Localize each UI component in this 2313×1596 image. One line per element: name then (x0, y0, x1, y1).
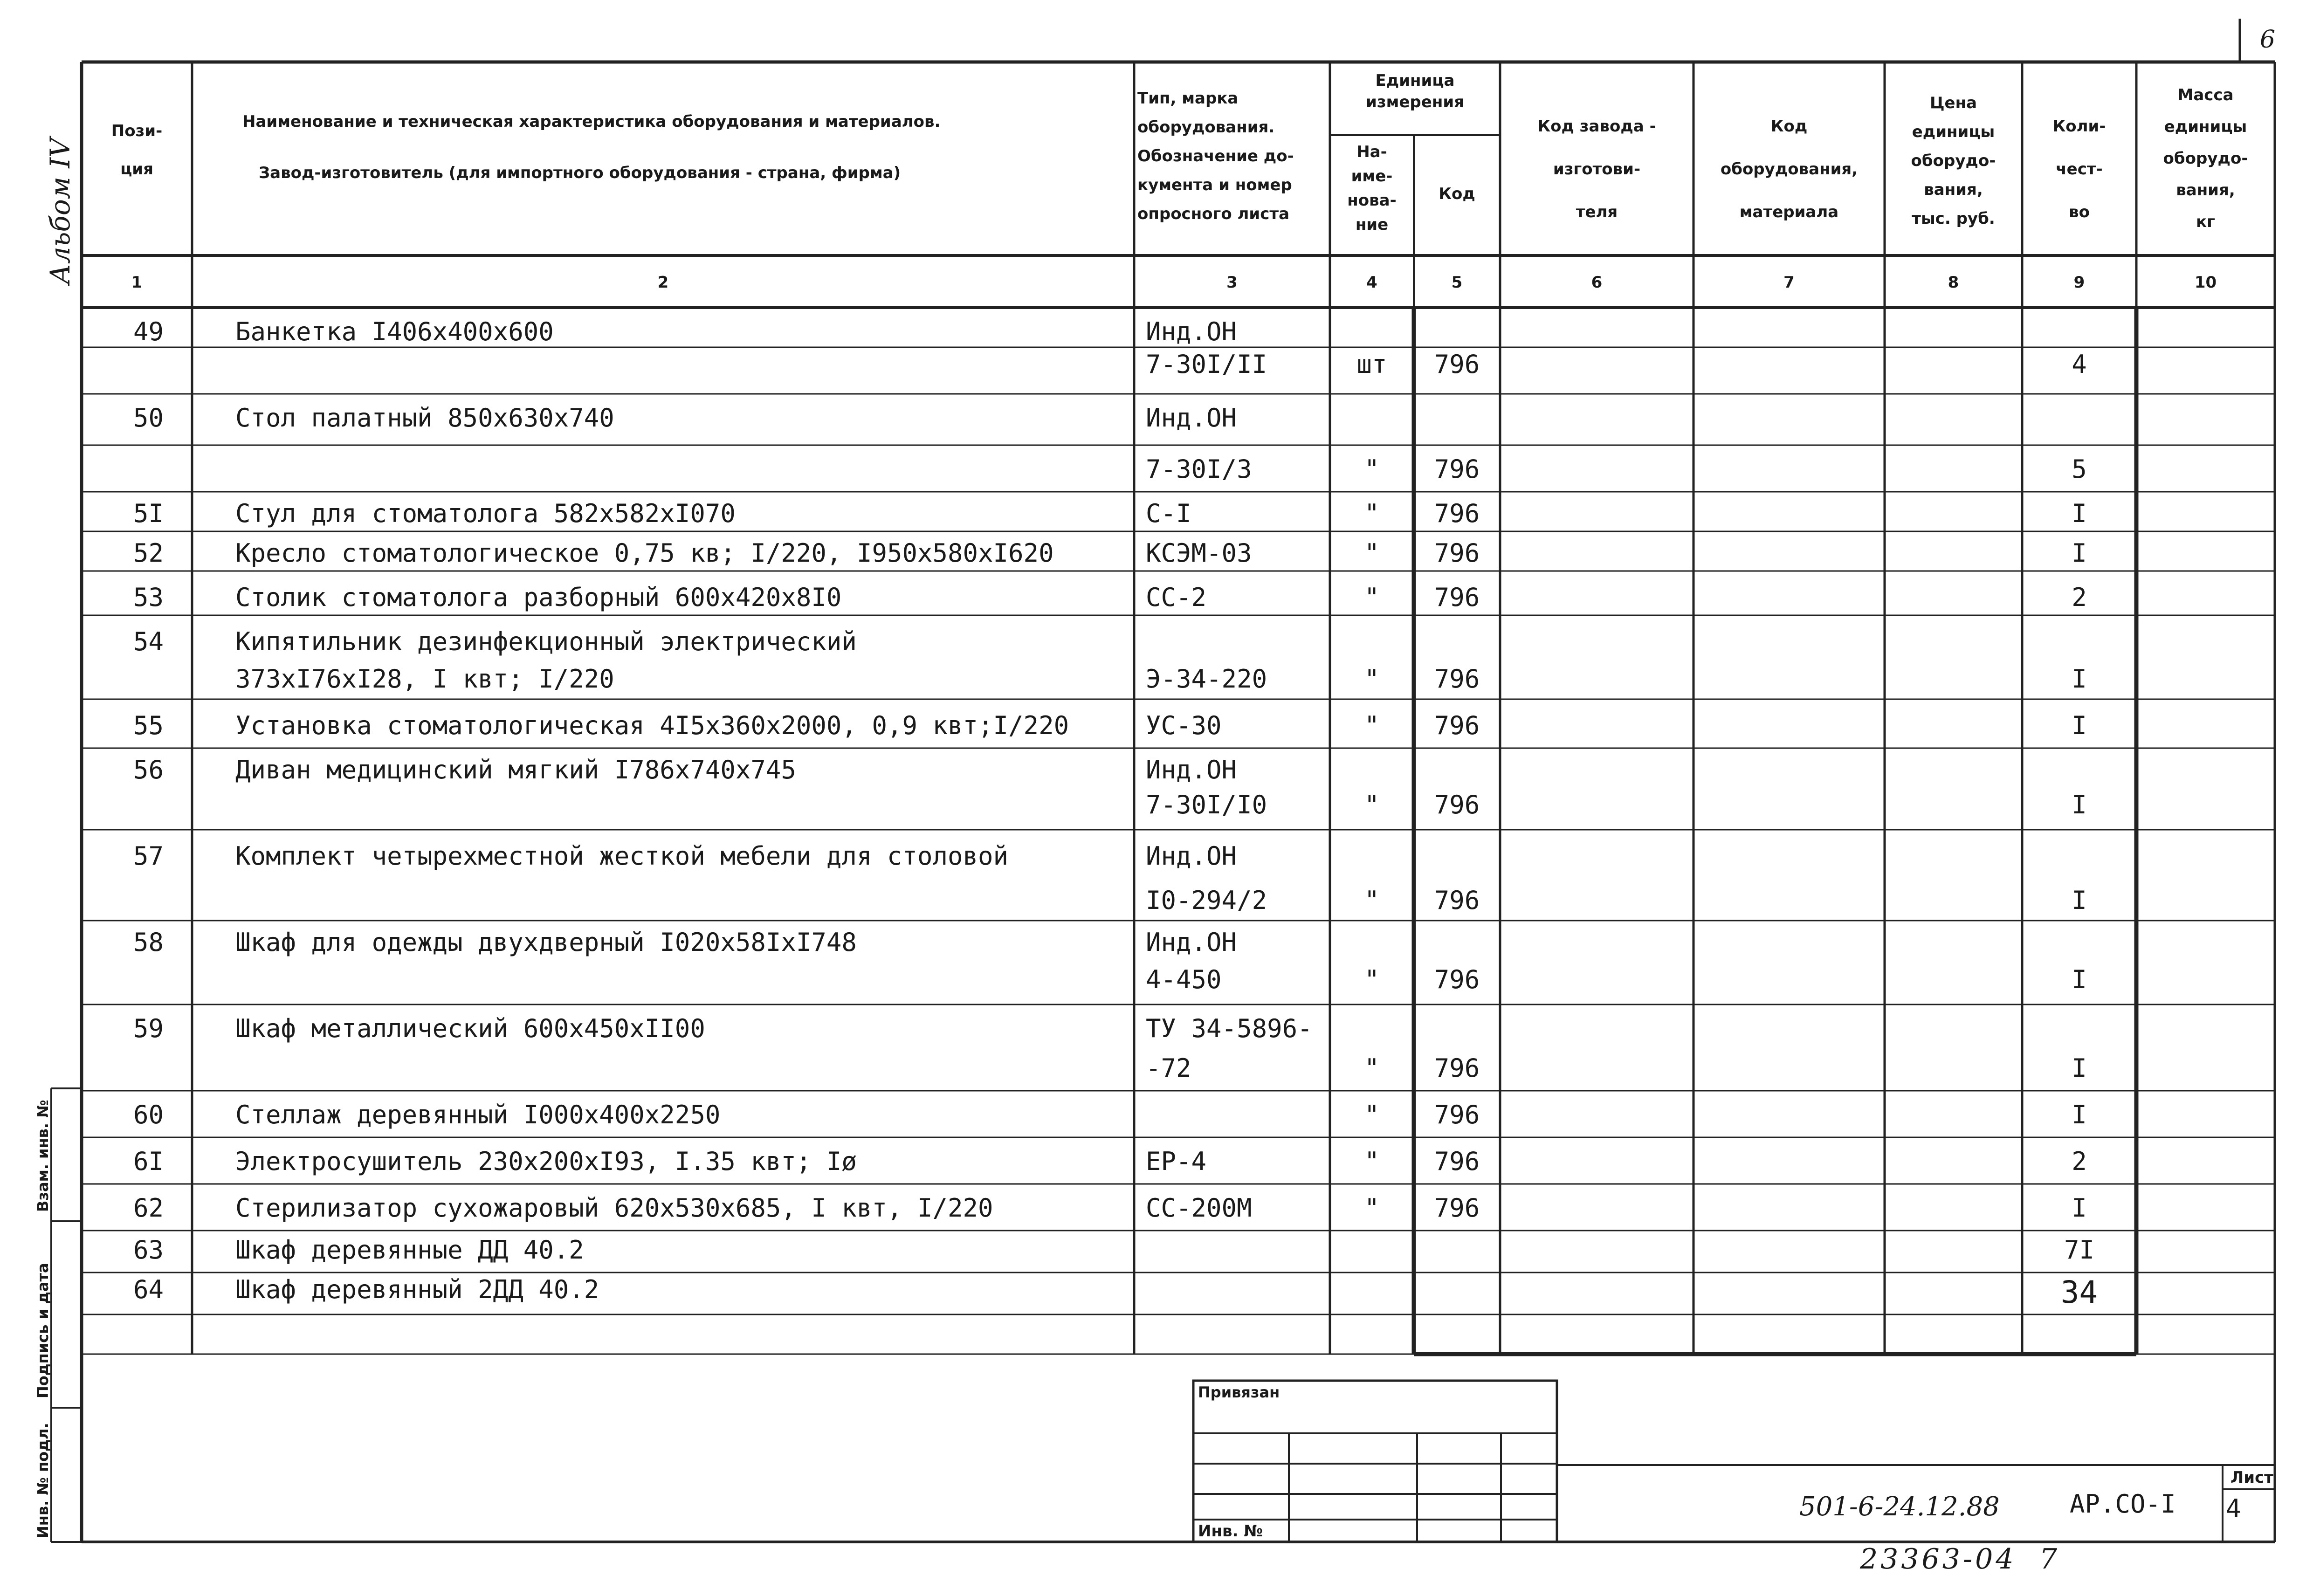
col-number-10: 10 (2194, 273, 2217, 292)
col-number-3: 3 (1226, 273, 1238, 292)
col-header-type: Тип, марка оборудования. Обозначение до- кумента и номер опросного листа (1137, 89, 1294, 223)
row-unit: " (1364, 1147, 1380, 1176)
row-position: 59 (133, 1014, 164, 1043)
row-position: 56 (133, 755, 164, 784)
row-position: 50 (133, 403, 164, 433)
row-position: 58 (133, 928, 164, 957)
col-header-equipment-code: Код оборудования, материала (1720, 117, 1858, 221)
row-unit-code: 796 (1434, 538, 1480, 568)
row-name: Шкаф для одежды двухдверный I020x58IxI748 (235, 928, 857, 957)
row-unit-code: 796 (1434, 965, 1480, 994)
row-type: I0-294/2 (1146, 886, 1267, 915)
row-type: Инд.ОН (1146, 317, 1237, 346)
row-name: Шкаф металлический 600x450xII00 (235, 1014, 705, 1043)
row-name: Кипятильник дезинфекционный электрический (235, 627, 857, 656)
row-position: 54 (133, 627, 164, 656)
album-label: Альбом IV (44, 138, 76, 284)
col-header-unit-name: На- име- нова- ние (1347, 143, 1397, 234)
row-unit-code: 796 (1434, 454, 1480, 484)
row-type: 7-30I/I0 (1146, 790, 1267, 819)
row-quantity: I (2072, 1053, 2087, 1083)
row-type: 4-450 (1146, 965, 1222, 994)
row-unit: " (1364, 711, 1380, 740)
row-unit-code: 796 (1434, 711, 1480, 740)
row-quantity: I (2072, 965, 2087, 994)
row-quantity: 2 (2072, 1147, 2087, 1176)
row-type: СС-2 (1146, 583, 1207, 612)
row-type: УС-30 (1146, 711, 1222, 740)
row-position: 60 (133, 1100, 164, 1129)
stamp-privyazan: Привязан (1198, 1383, 1280, 1401)
row-name: Стол палатный 850x630x740 (235, 403, 614, 433)
row-type: С-I (1146, 499, 1191, 528)
row-type: Инд.ОН (1146, 841, 1237, 871)
row-quantity: I (2072, 499, 2087, 528)
col-header-price: Цена единицы оборудо- вания, тыс. руб. (1911, 94, 1996, 228)
row-name: Комплект четырехместной жесткой мебели для столовой (235, 841, 1009, 871)
col-number-1: 1 (131, 273, 143, 292)
row-name: Банкетка I406x400x600 (235, 317, 554, 346)
side-label-vzam: Взам. инв. № (34, 1100, 52, 1212)
row-name: Стеллаж деревянный I000x400x2250 (235, 1100, 721, 1129)
page-number: 6 (2260, 26, 2276, 54)
row-type: ЕР-4 (1146, 1147, 1207, 1176)
row-type: ТУ 34-5896- (1146, 1014, 1313, 1043)
row-name: Шкаф деревянный 2ДД 40.2 (235, 1275, 599, 1304)
row-name: Шкаф деревянные ДД 40.2 (235, 1235, 584, 1265)
row-quantity: I (2072, 1193, 2087, 1223)
col-number-6: 6 (1591, 273, 1603, 292)
row-quantity: 2 (2072, 583, 2087, 612)
row-position: 64 (133, 1275, 164, 1304)
row-name: Столик стоматолога разборный 600x420x8I0 (235, 583, 842, 612)
col-number-2: 2 (657, 273, 669, 292)
row-unit: " (1364, 790, 1380, 819)
col-header-quantity: Коли- чест- во (2052, 117, 2106, 221)
row-unit-code: 796 (1434, 1053, 1480, 1083)
row-type: КСЭМ-03 (1146, 538, 1252, 568)
stamp-list-no: 4 (2226, 1494, 2241, 1523)
row-quantity: I (2072, 886, 2087, 915)
row-type: Инд.ОН (1146, 755, 1237, 784)
col-header-name-line1: Наименование и техническая характеристика оборудования и материалов. (242, 112, 941, 131)
row-type: 7-30I/II (1146, 350, 1267, 379)
row-unit-code: 796 (1434, 499, 1480, 528)
col-header-unit-code: Код (1439, 185, 1475, 203)
row-type: Инд.ОН (1146, 403, 1237, 433)
row-quantity: I (2072, 790, 2087, 819)
row-unit-code: 796 (1434, 664, 1480, 694)
row-name: Электросушитель 230x200xI93, I.35 квт; Iø (235, 1147, 857, 1176)
row-type: Инд.ОН (1146, 928, 1237, 957)
row-unit-code: 796 (1434, 1193, 1480, 1223)
row-name: Стерилизатор сухожаровый 620x530x685, I квт, I/220 (235, 1193, 993, 1223)
row-quantity: I (2072, 538, 2087, 568)
col-number-8: 8 (1948, 273, 1959, 292)
row-quantity: I (2072, 711, 2087, 740)
row-name: Стул для стоматолога 582x582xI070 (235, 499, 736, 528)
stamp-list-label: Лист (2230, 1468, 2273, 1487)
row-quantity: 34 (2060, 1274, 2098, 1310)
row-quantity: 4 (2072, 350, 2087, 379)
row-position: 63 (133, 1235, 164, 1265)
row-position: 57 (133, 841, 164, 871)
row-unit-code: 796 (1434, 1147, 1480, 1176)
row-type: -72 (1146, 1053, 1191, 1083)
row-type: 7-30I/3 (1146, 454, 1252, 484)
row-unit-code: 796 (1434, 790, 1480, 819)
row-unit: " (1364, 1053, 1380, 1083)
stamp-inv-no: Инв. № (1198, 1522, 1263, 1541)
row-quantity: I (2072, 664, 2087, 694)
row-unit: " (1364, 1193, 1380, 1223)
row-name: Установка стоматологическая 4I5x360x2000, 0,9 квт;I/220 (235, 711, 1069, 740)
col-header-unit-group: Единица измерения (1366, 71, 1464, 111)
col-header-mass: Масса единицы оборудо- вания, кг (2163, 86, 2248, 231)
row-quantity: 7I (2064, 1235, 2095, 1265)
row-type: Э-34-220 (1146, 664, 1267, 694)
row-name: Кресло стоматологическое 0,75 кв; I/220, I950x580xI620 (235, 538, 1054, 568)
row-position: 52 (133, 538, 164, 568)
row-unit: " (1364, 664, 1380, 694)
row-quantity: 5 (2072, 454, 2087, 484)
col-header-position: Пози- ция (111, 122, 163, 179)
stamp-bottom-code: 23363-04 (1860, 1543, 2017, 1575)
stamp-doc-code: 501-6-24.12.88 (1799, 1492, 2000, 1522)
side-label-podpis: Подпись и дата (34, 1263, 52, 1398)
row-unit: " (1364, 499, 1380, 528)
row-unit-code: 796 (1434, 1100, 1480, 1129)
row-unit-code: 796 (1434, 886, 1480, 915)
row-position: 53 (133, 583, 164, 612)
stamp-mark: АР.СО-I (2070, 1489, 2176, 1519)
side-label-inv-podl: Инв. № подл. (34, 1423, 52, 1538)
row-unit: шт (1356, 350, 1387, 379)
col-header-plant-code: Код завода - изготови- теля (1537, 117, 1656, 221)
row-unit-code: 796 (1434, 583, 1480, 612)
row-type: СС-200М (1146, 1193, 1252, 1223)
col-number-7: 7 (1783, 273, 1795, 292)
row-unit: " (1364, 454, 1380, 484)
row-unit: " (1364, 583, 1380, 612)
row-position: 6I (133, 1147, 164, 1176)
col-number-4: 4 (1366, 273, 1377, 292)
stamp-bottom-num: 7 (2039, 1543, 2058, 1575)
row-name: 373xI76xI28, I квт; I/220 (235, 664, 614, 694)
col-header-name-line2: Завод-изготовитель (для импортного оборудования - страна, фирма) (259, 164, 901, 182)
row-unit-code: 796 (1434, 350, 1480, 379)
row-unit: " (1364, 538, 1380, 568)
row-position: 49 (133, 317, 164, 346)
row-position: 55 (133, 711, 164, 740)
col-number-5: 5 (1451, 273, 1463, 292)
row-unit: " (1364, 1100, 1380, 1129)
row-position: 5I (133, 499, 164, 528)
row-name: Диван медицинский мягкий I786x740x745 (235, 755, 796, 784)
row-position: 62 (133, 1193, 164, 1223)
col-number-9: 9 (2073, 273, 2085, 292)
row-quantity: I (2072, 1100, 2087, 1129)
row-unit: " (1364, 965, 1380, 994)
row-unit: " (1364, 886, 1380, 915)
